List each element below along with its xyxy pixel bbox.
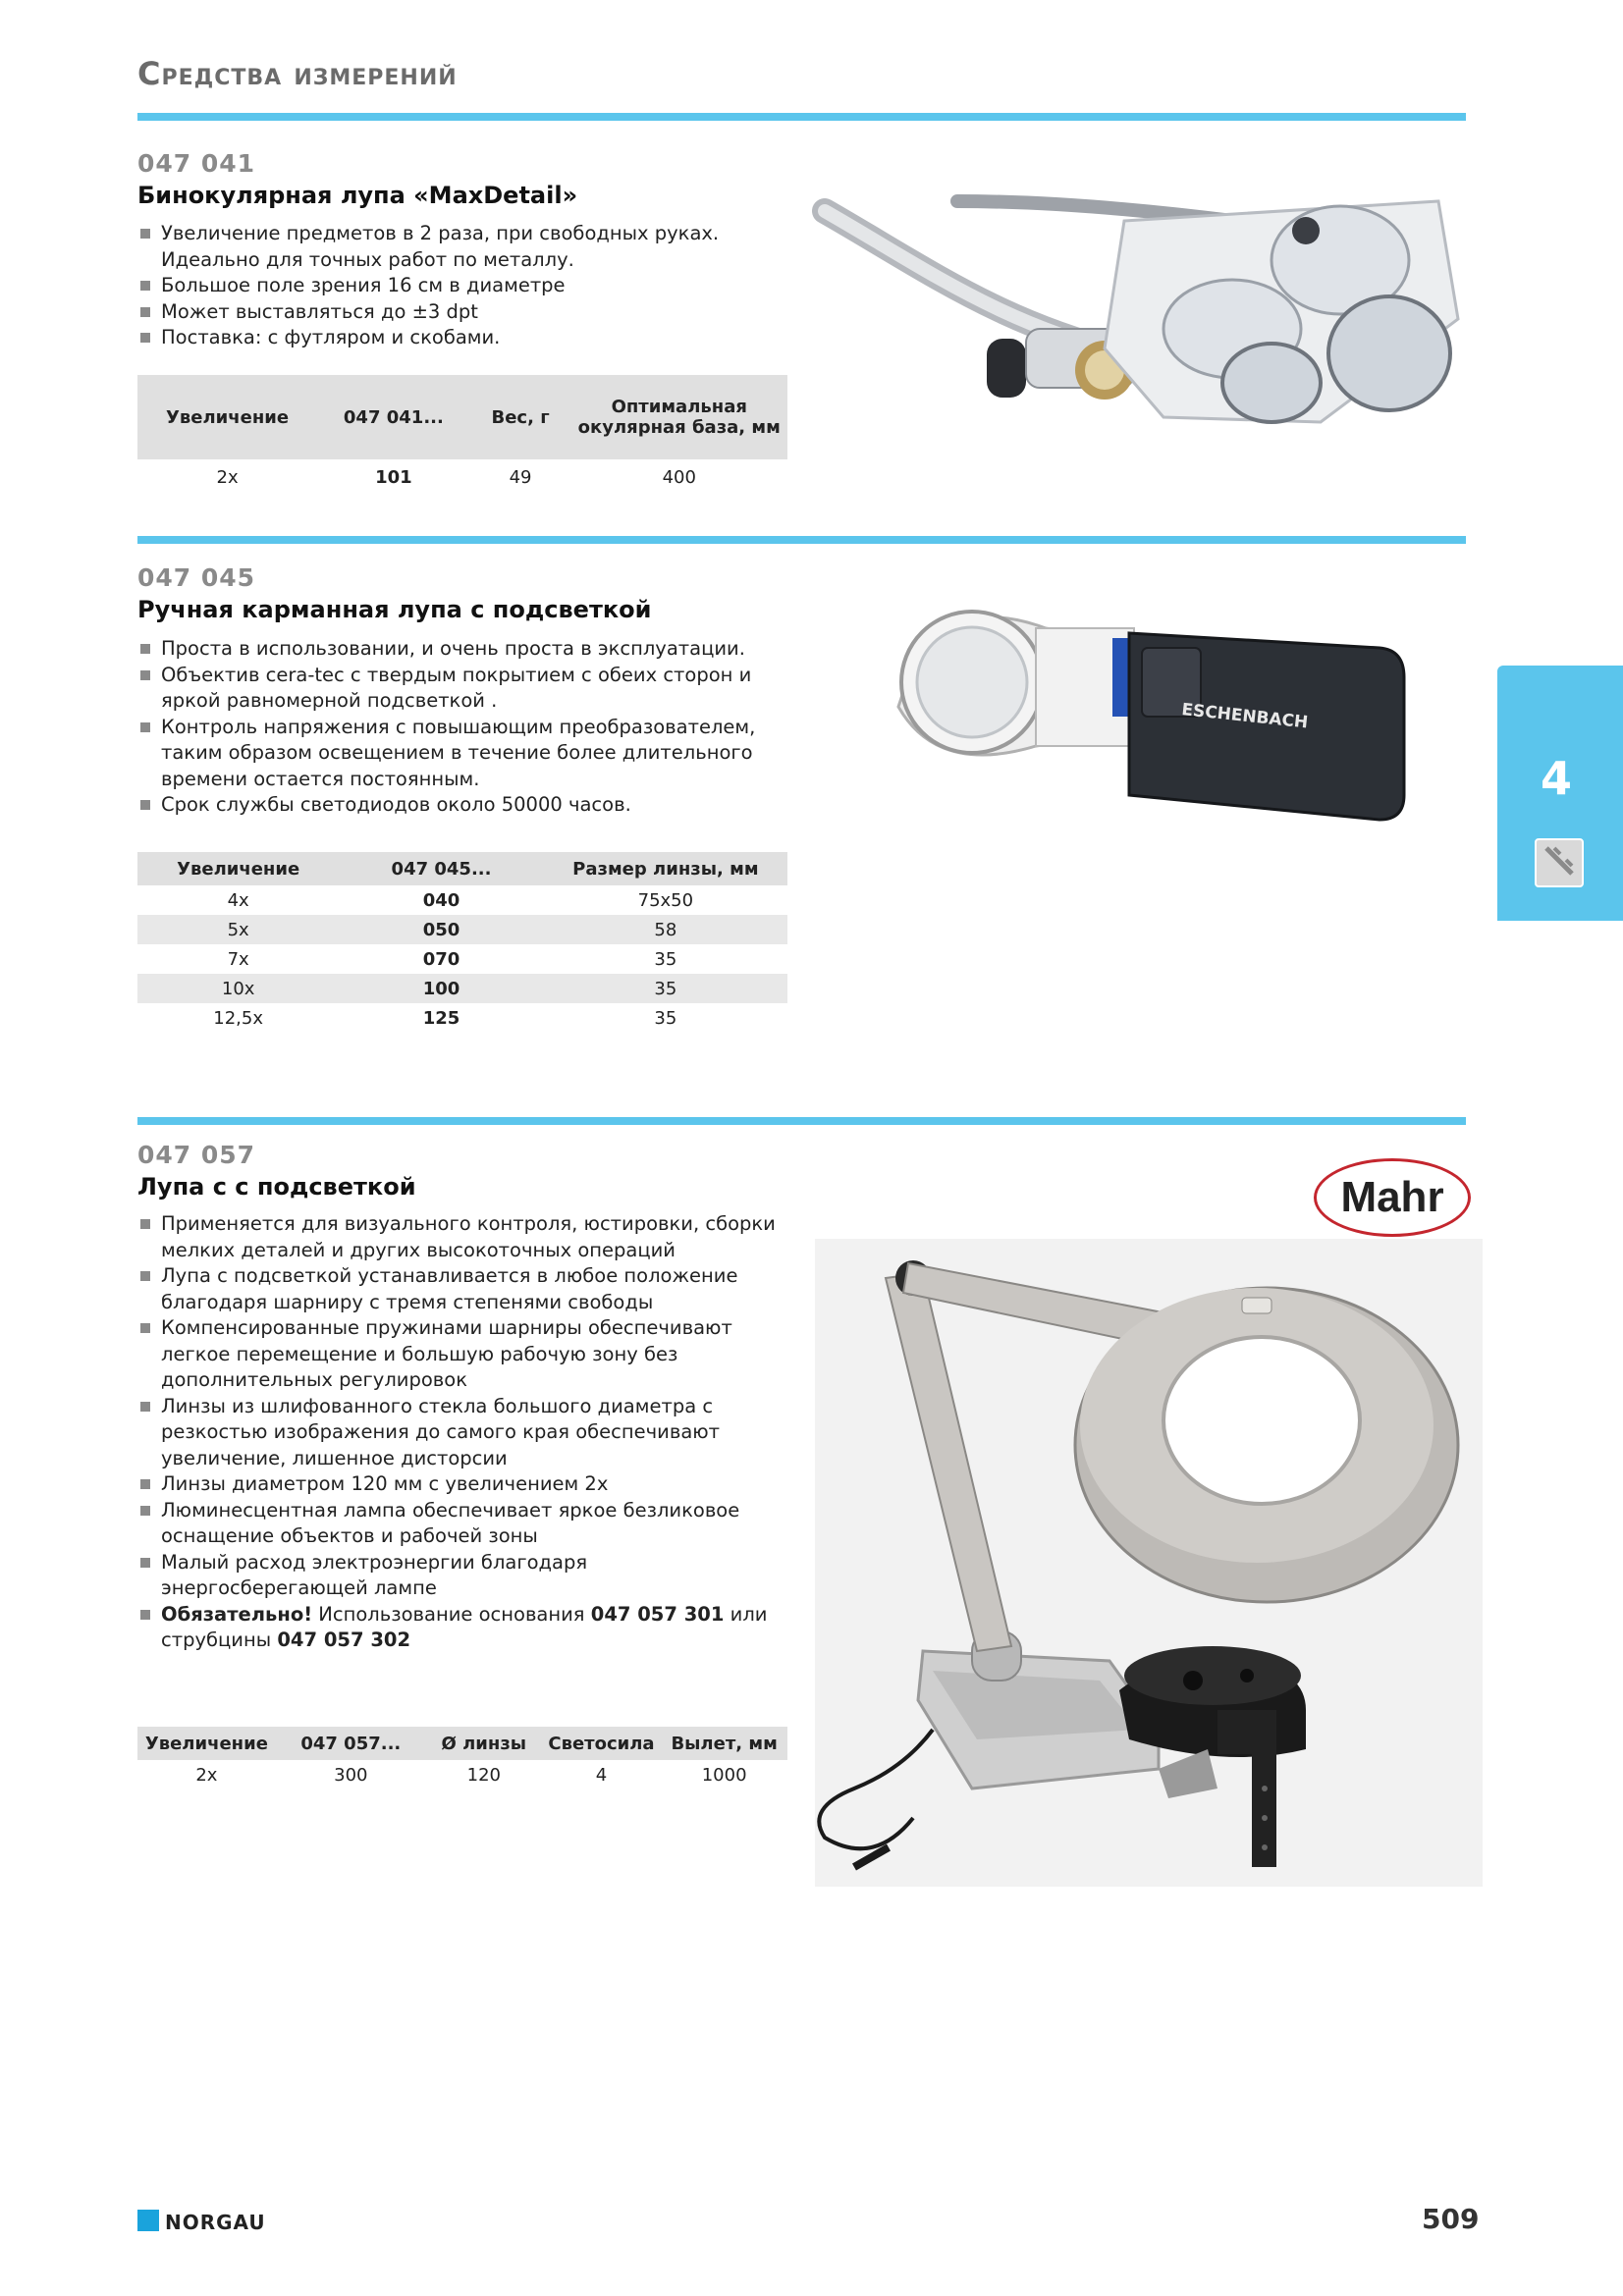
feature-item: Применяется для визуального контроля, юстировки, сборки мелких деталей и других высокоточных операций (137, 1211, 785, 1263)
table-cell: 1000 (701, 1764, 747, 1786)
table-row (137, 1003, 787, 1033)
table-cell: 75x50 (637, 889, 694, 911)
table-row (137, 459, 787, 495)
table-cell: 100 (339, 974, 543, 1003)
feature-item: Компенсированные пружинами шарниры обеспечивают легкое перемещение и большую рабочую зону без дополнительных регулировок (137, 1315, 785, 1394)
logo-text: NORGAU (165, 2211, 266, 2234)
table-row (137, 1760, 787, 1789)
mandatory-text: Использование основания (312, 1602, 591, 1626)
col-header: Ø линзы (426, 1727, 542, 1760)
feature-item: Проста в использовании, и очень проста в эксплуатации. (137, 636, 785, 663)
table-cell: 050 (339, 915, 543, 944)
table-cell: 300 (334, 1764, 368, 1786)
table-cell: 4x (227, 889, 249, 911)
product-title: Лупа с с подсветкой (137, 1173, 416, 1201)
feature-item: Увеличение предметов в 2 раза, при свободных руках. Идеально для точных работ по металлу. (137, 221, 785, 273)
pocket-magnifier-image (879, 589, 1429, 834)
feature-item: Люминесцентная лампа обеспечивает яркое безликовое оснащение объектов и рабочей зоны (137, 1498, 785, 1550)
feature-list (137, 1211, 785, 1654)
brand-label: ESCHENBACH (1180, 700, 1310, 733)
col-header: 047 045... (339, 852, 543, 885)
lamp-magnifier-image (815, 1239, 1483, 1887)
spec-table (137, 852, 787, 1033)
col-header: 047 041... (317, 375, 470, 459)
feature-item: Может выставляться до ±3 dpt (137, 299, 785, 326)
col-header: Увеличение (137, 1727, 276, 1760)
feature-item: Срок службы светодиодов около 50000 часов. (137, 792, 785, 819)
product-title: Ручная карманная лупа с подсветкой (137, 596, 652, 623)
product-code: 047 045 (137, 563, 256, 592)
section-tab[interactable] (1497, 666, 1623, 921)
logo-square-icon (137, 2210, 159, 2231)
table-cell: 58 (544, 915, 787, 944)
section-divider (137, 536, 1466, 544)
col-header: Увеличение (137, 852, 339, 885)
table-cell: 101 (375, 466, 412, 488)
table-cell: 5x (137, 915, 339, 944)
product-title: Бинокулярная лупа «MaxDetail» (137, 182, 578, 209)
table-cell: 400 (662, 466, 696, 488)
feature-item: Большое поле зрения 16 см в диаметре (137, 273, 785, 299)
spec-table (137, 1727, 787, 1789)
base-code: 047 057 301 (590, 1602, 725, 1626)
table-cell: 120 (466, 1764, 501, 1786)
clamp-code: 047 057 302 (277, 1629, 411, 1651)
col-header: Размер линзы, мм (544, 852, 787, 885)
feature-item: Малый расход электроэнергии благодаря энергосберегающей лампе (137, 1550, 785, 1602)
feature-item: Поставка: с футляром и скобами. (137, 325, 785, 351)
feature-item: Линзы из шлифованного стекла большого диаметра с резкостью изображения до самого края обеспечивают увеличение, лишенное дисторсии (137, 1394, 785, 1472)
product-code: 047 057 (137, 1141, 256, 1169)
col-header: Вылет, мм (661, 1727, 787, 1760)
feature-list (137, 221, 785, 351)
table-cell: 2x (195, 1764, 218, 1786)
feature-item: Линзы диаметром 120 мм с увеличением 2x (137, 1471, 785, 1498)
product-code: 047 041 (137, 149, 256, 178)
header-divider (137, 113, 1466, 121)
table-cell: 12,5x (213, 1007, 264, 1029)
feature-item: Контроль напряжения с повышающим преобразователем, таким образом освещением в течение более длительного времени остается постоянным. (137, 715, 785, 793)
mandatory-label: Обязательно! (161, 1602, 313, 1626)
page-title: Средства измерений (137, 55, 458, 92)
section-number: 4 (1541, 752, 1573, 805)
table-cell: 35 (654, 1007, 677, 1029)
table-cell: 125 (422, 1007, 460, 1029)
page-number: 509 (1422, 2203, 1480, 2235)
mandatory-text: или струбцины (161, 1602, 768, 1651)
feature-item: Лупа с подсветкой устанавливается в любое положение благодаря шарниру с тремя степенями свободы (137, 1263, 785, 1315)
binocular-loupe-image (810, 162, 1478, 447)
table-cell: 35 (544, 974, 787, 1003)
col-header: Светосила (542, 1727, 662, 1760)
table-cell: 49 (509, 466, 532, 488)
table-cell: 070 (422, 948, 460, 970)
caliper-icon (1535, 838, 1584, 887)
feature-list (137, 636, 785, 819)
col-header: Оптимальная окулярная база, мм (570, 375, 787, 459)
spec-table (137, 375, 787, 495)
table-cell: 10x (137, 974, 339, 1003)
table-cell: 35 (654, 948, 677, 970)
table-cell: 040 (422, 889, 460, 911)
table-row (137, 974, 787, 1003)
table-row (137, 944, 787, 974)
feature-item-mandatory (137, 1602, 785, 1654)
table-cell: 2x (216, 466, 239, 488)
table-cell: 4 (595, 1764, 608, 1786)
mahr-logo: Mahr (1314, 1158, 1471, 1237)
col-header: 047 057... (276, 1727, 426, 1760)
section-divider (137, 1117, 1466, 1125)
col-header: Вес, г (470, 375, 571, 459)
table-row (137, 885, 787, 915)
table-row (137, 915, 787, 944)
feature-item: Объектив cera-tec с твердым покрытием с обеих сторон и яркой равномерной подсветкой . (137, 663, 785, 715)
table-cell: 7x (227, 948, 249, 970)
col-header: Увеличение (137, 375, 317, 459)
